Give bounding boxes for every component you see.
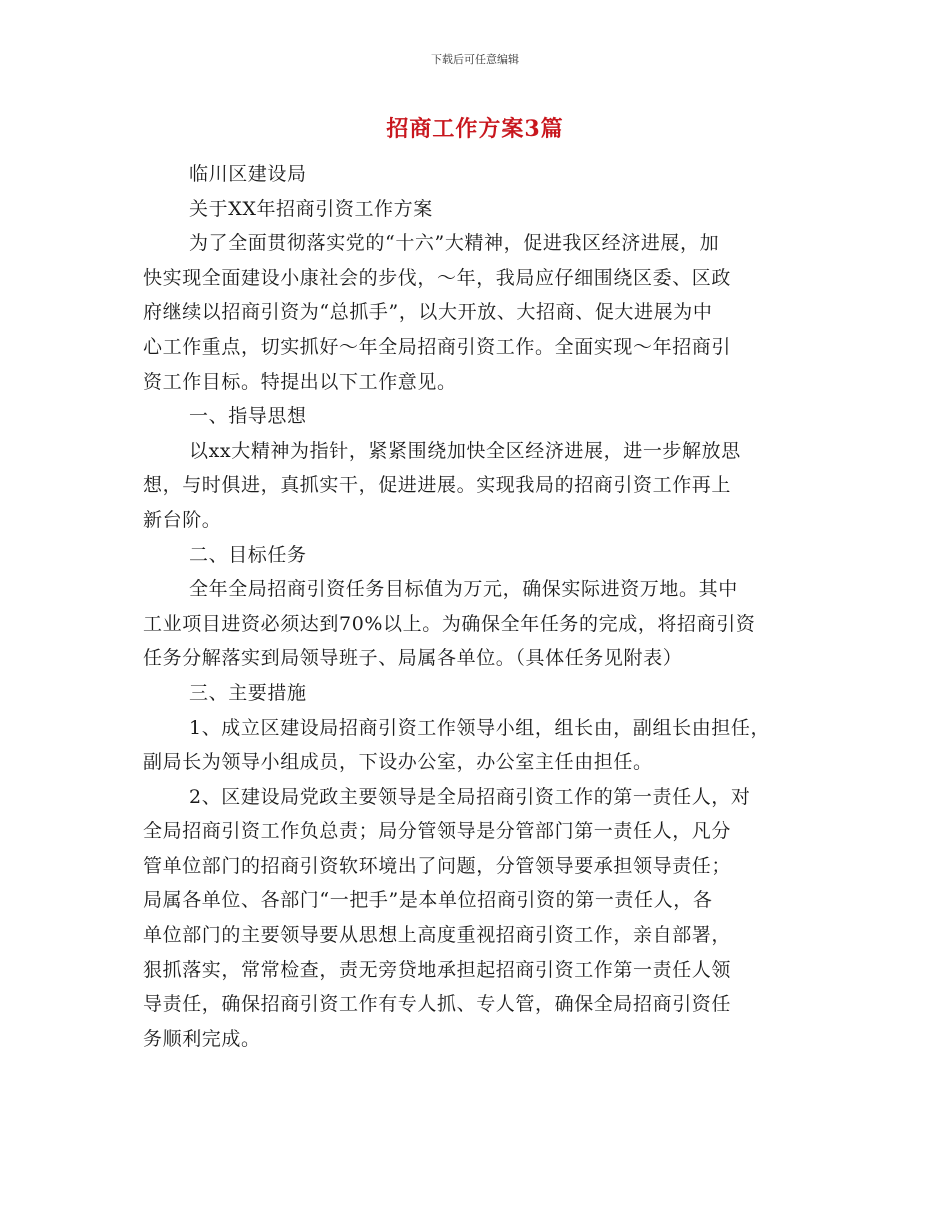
body-line: 一、指导思想 (189, 405, 307, 428)
body-line: 为了全面贯彻落实党的“十六”大精神，促进我区经济进展，加 (189, 232, 720, 255)
body-line: 三、主要措施 (189, 681, 307, 704)
body-line: 工业项目进资必须达到70%以上。为确保全年任务的完成，将招商引资 (143, 612, 756, 635)
body-line: 以xx大精神为指针，紧紧围绕加快全区经济进展，进一步解放思 (189, 439, 741, 462)
document-body (143, 157, 823, 1056)
body-line: 新台阶。 (143, 508, 222, 531)
body-line: 心工作重点，切实抓好～年全局招商引资工作。全面实现～年招商引 (143, 335, 732, 358)
body-line: 府继续以招商引资为“总抓手”，以大开放、大招商、促大进展为中 (143, 301, 713, 324)
document-title: 招商工作方案3篇 (386, 116, 564, 142)
body-line: 副局长为领导小组成员，下设办公室，办公室主任由担任。 (143, 751, 653, 774)
body-line: 管单位部门的招商引资软环境出了问题，分管领导要承担领导责任； (143, 854, 732, 877)
body-line: 二、目标任务 (189, 543, 307, 566)
body-line: 2、区建设局党政主要领导是全局招商引资工作的第一责任人，对 (189, 785, 751, 808)
body-line: 任务分解落实到局领导班子、局属各单位。（具体任务见附表） (143, 647, 683, 670)
body-line: 局属各单位、各部门“一把手”是本单位招商引资的第一责任人，各 (143, 889, 713, 912)
body-line: 1、成立区建设局招商引资工作领导小组，组长由，副组长由担任， (189, 716, 771, 739)
body-line: 狠抓落实，常常检查，责无旁贷地承担起招商引资工作第一责任人领 (143, 958, 732, 981)
body-line: 务顺利完成。 (143, 1027, 261, 1050)
body-line: 关于XX年招商引资工作方案 (189, 197, 433, 220)
body-line: 全年全局招商引资任务目标值为万元，确保实际进资万地。其中 (189, 578, 738, 601)
page-header-note: 下载后可任意编辑 (431, 53, 519, 66)
body-line: 全局招商引资工作负总责；局分管领导是分管部门第一责任人，凡分 (143, 820, 732, 843)
body-line: 单位部门的主要领导要从思想上高度重视招商引资工作，亲自部署， (143, 924, 732, 947)
body-line: 临川区建设局 (189, 163, 307, 185)
body-line: 想，与时俱进，真抓实干，促进进展。实现我局的招商引资工作再上 (143, 474, 732, 497)
body-line: 快实现全面建设小康社会的步伐，～年，我局应仔细围绕区委、区政 (143, 266, 732, 289)
body-line: 导责任，确保招商引资工作有专人抓、专人管，确保全局招商引资任 (143, 993, 732, 1016)
body-line: 资工作目标。特提出以下工作意见。 (143, 370, 457, 393)
